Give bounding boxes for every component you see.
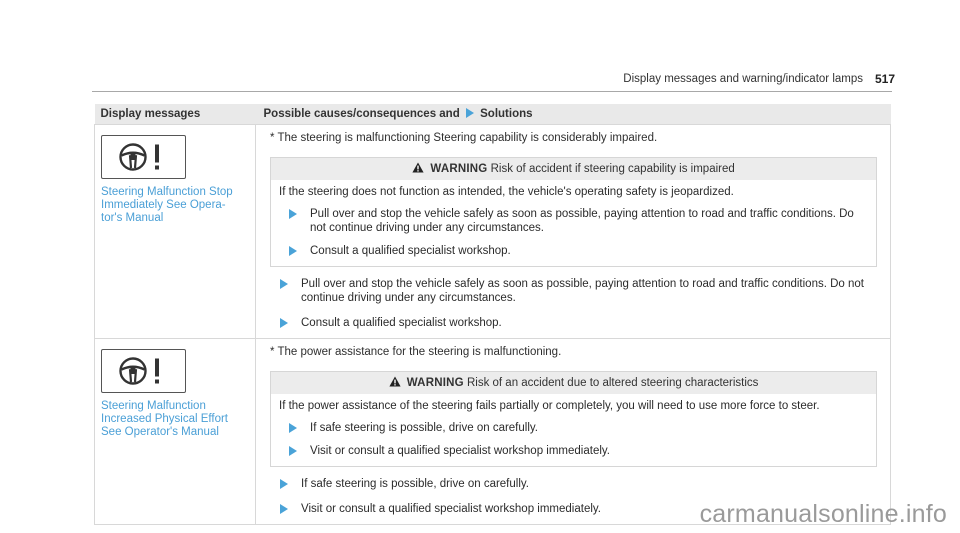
steering-wheel-warning-icon (101, 349, 186, 393)
table-row (95, 125, 891, 339)
warning-triangle-icon (389, 376, 401, 387)
step-arrow-icon (280, 504, 288, 514)
step-arrow-icon (280, 279, 288, 289)
step-arrow-icon (280, 318, 288, 328)
steering-wheel-warning-icon (101, 135, 186, 179)
warning-header (271, 372, 876, 394)
page-number: 517 (874, 72, 895, 86)
step-text: If safe steering is possible, drive on carefully. (301, 478, 529, 490)
cause-text: * The power assistance for the steering is malfunctioning. (270, 346, 562, 358)
warning-step (279, 444, 868, 458)
warning-body (271, 180, 876, 266)
step-text: Pull over and stop the vehicle safely as soon as possible, paying attention to road and traffic conditions. Do not continue driving under any circumstances. (310, 208, 854, 234)
solution-step (270, 277, 880, 305)
step-text: Pull over and stop the vehicle safely as soon as possible, paying attention to road and traffic conditions. Do not continue driving under any circumstances. (301, 278, 864, 304)
display-messages-table (94, 104, 891, 525)
col-header-causes-solutions (256, 104, 891, 125)
cause-text: * The steering is malfunctioning Steering capability is considerably impaired. (270, 132, 658, 144)
step-text: Visit or consult a qualified specialist workshop immediately. (310, 445, 610, 457)
causes-solutions-cell (256, 339, 891, 525)
warning-box (270, 157, 877, 267)
warning-step (279, 207, 868, 235)
page-header-title: Display messages and warning/indicator lamps (623, 73, 863, 85)
step-arrow-icon (289, 446, 297, 456)
table-header-row (95, 104, 891, 125)
solution-step (270, 477, 880, 491)
col-header-causes-text: Possible causes/consequences and (263, 107, 460, 120)
col-header-display-messages: Display messages (95, 104, 256, 125)
step-arrow-icon (289, 423, 297, 433)
step-text: Visit or consult a qualified specialist workshop immediately. (301, 503, 601, 515)
message-line: tor's Manual (101, 212, 164, 224)
solution-step (270, 316, 880, 330)
col-header-solutions-text: Solutions (480, 107, 533, 120)
warning-body (271, 394, 876, 466)
step-text: If safe steering is possible, drive on carefully. (310, 422, 538, 434)
step-arrow-icon (280, 479, 288, 489)
table-row (95, 339, 891, 525)
warning-triangle-icon (412, 162, 424, 173)
warning-step (279, 421, 868, 435)
header-rule (92, 91, 892, 92)
step-arrow-icon (289, 246, 297, 256)
warning-title: Risk of accident if steering capability is impaired (490, 163, 735, 175)
solution-steps (270, 277, 880, 330)
step-text: Consult a qualified specialist workshop. (310, 245, 511, 257)
warning-title: Risk of an accident due to altered steering characteristics (466, 377, 759, 389)
message-line: Increased Physical Effort (101, 413, 228, 425)
message-line: Steering Malfunction (101, 400, 206, 412)
warning-label: WARNING (430, 163, 488, 175)
solution-arrow-icon (466, 108, 474, 118)
warning-step (279, 244, 868, 258)
warning-text: If the steering does not function as intended, the vehicle's operating safety is jeopardized. (279, 186, 734, 198)
causes-solutions-cell (256, 125, 891, 339)
message-line: Steering Malfunction Stop (101, 186, 233, 198)
warning-header (271, 158, 876, 180)
message-line: See Operator's Manual (101, 426, 219, 438)
message-line: Immediately See Opera- (101, 199, 226, 211)
step-arrow-icon (289, 209, 297, 219)
warning-text: If the power assistance of the steering fails partially or completely, you will need to use more force to steer. (279, 400, 820, 412)
warning-label: WARNING (406, 377, 464, 389)
display-message-cell (95, 339, 256, 525)
watermark-text: carmanualsonline.info (699, 500, 947, 528)
display-message-cell (95, 125, 256, 339)
step-text: Consult a qualified specialist workshop. (301, 317, 502, 329)
warning-box (270, 371, 877, 467)
